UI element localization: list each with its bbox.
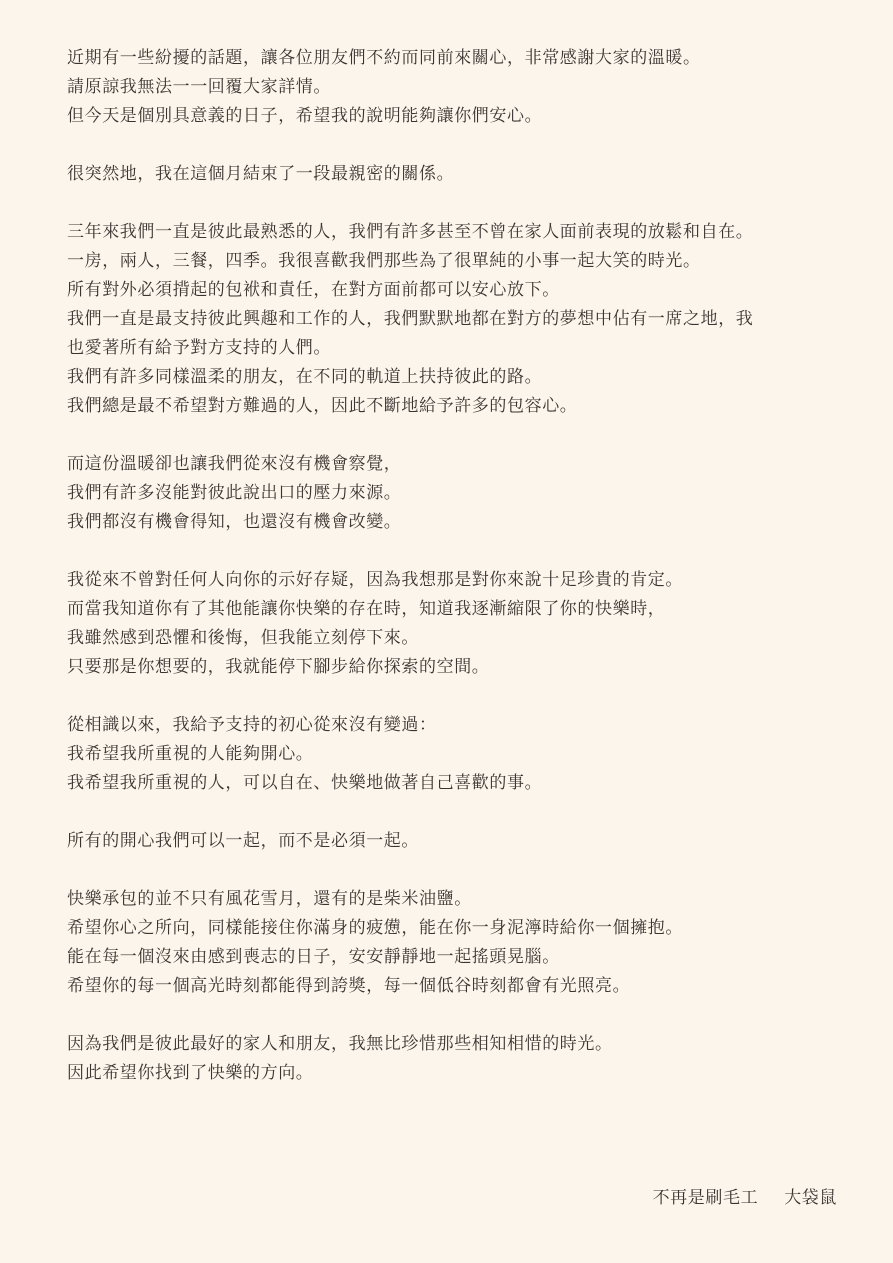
- signature-right: 大袋鼠: [784, 1188, 837, 1208]
- text-line: 快樂承包的並不只有風花雪月，還有的是柴米油鹽。: [67, 889, 472, 909]
- paragraph-2: [67, 160, 847, 189]
- text-line: 只要那是你想要的，我就能停下腳步給你探索的空間。: [67, 657, 490, 677]
- text-line: 因此希望你找到了快樂的方向。: [67, 1063, 314, 1083]
- text-line: 我希望我所重視的人，可以自在、快樂地做著自己喜歡的事。: [67, 773, 543, 793]
- text-line: 希望你心之所向，同樣能接住你滿身的疲憊，能在你一身泥濘時給你一個擁抱。: [67, 918, 683, 938]
- text-line: 也愛著所有給予對方支持的人們。: [67, 338, 331, 358]
- letter-body: [67, 44, 847, 1117]
- text-line: 希望你的每一個高光時刻都能得到誇獎，每一個低谷時刻都會有光照亮。: [67, 976, 631, 996]
- text-line: 我希望我所重視的人能夠開心。: [67, 744, 314, 764]
- text-line: 而這份溫暖卻也讓我們從來沒有機會察覺，: [67, 454, 402, 474]
- text-line: 而當我知道你有了其他能讓你快樂的存在時，知道我逐漸縮限了你的快樂時，: [67, 599, 666, 619]
- signature-left: 不再是刷毛工: [652, 1188, 759, 1208]
- text-line: 我們都沒有機會得知，也還沒有機會改變。: [67, 512, 402, 532]
- text-line: 但今天是個別具意義的日子，希望我的說明能夠讓你們安心。: [67, 106, 543, 126]
- signature: [653, 1184, 837, 1213]
- text-line: 我們有許多沒能對彼此說出口的壓力來源。: [67, 483, 402, 503]
- paragraph-1: [67, 44, 847, 131]
- paragraph-4: [67, 450, 847, 537]
- paragraph-9: [67, 1030, 847, 1088]
- text-line: 我雖然感到恐懼和後悔，但我能立刻停下來。: [67, 628, 419, 648]
- paragraph-6: [67, 711, 847, 798]
- text-line: 我從來不曾對任何人向你的示好存疑，因為我想那是對你來說十足珍貴的肯定。: [67, 570, 683, 590]
- text-line: 很突然地，我在這個月結束了一段最親密的關係。: [67, 164, 455, 184]
- text-line: 我們總是最不希望對方難過的人，因此不斷地給予許多的包容心。: [67, 396, 578, 416]
- text-line: 三年來我們一直是彼此最熟悉的人，我們有許多甚至不曾在家人面前表現的放鬆和自在。: [67, 222, 754, 242]
- text-line: 我們有許多同樣溫柔的朋友，在不同的軌道上扶持彼此的路。: [67, 367, 543, 387]
- text-line: 所有的開心我們可以一起，而不是必須一起。: [67, 831, 419, 851]
- text-line: 我們一直是最支持彼此興趣和工作的人，我們默默地都在對方的夢想中佔有一席之地，我: [67, 309, 754, 329]
- text-line: 從相識以來，我給予支持的初心從來沒有變過：: [67, 715, 437, 735]
- text-line: 所有對外必須揹起的包袱和責任，在對方面前都可以安心放下。: [67, 280, 560, 300]
- text-line: 近期有一些紛擾的話題，讓各位朋友們不約而同前來關心，非常感謝大家的溫暖。: [67, 48, 701, 68]
- paragraph-7: [67, 827, 847, 856]
- text-line: 一房，兩人，三餐，四季。我很喜歡我們那些為了很單純的小事一起大笑的時光。: [67, 251, 701, 271]
- paragraph-5: [67, 566, 847, 682]
- text-line: 因為我們是彼此最好的家人和朋友，我無比珍惜那些相知相惜的時光。: [67, 1034, 613, 1054]
- paragraph-8: [67, 885, 847, 1001]
- paragraph-3: [67, 218, 847, 421]
- text-line: 能在每一個沒來由感到喪志的日子，安安靜靜地一起搖頭晃腦。: [67, 947, 560, 967]
- text-line: 請原諒我無法一一回覆大家詳情。: [67, 77, 331, 97]
